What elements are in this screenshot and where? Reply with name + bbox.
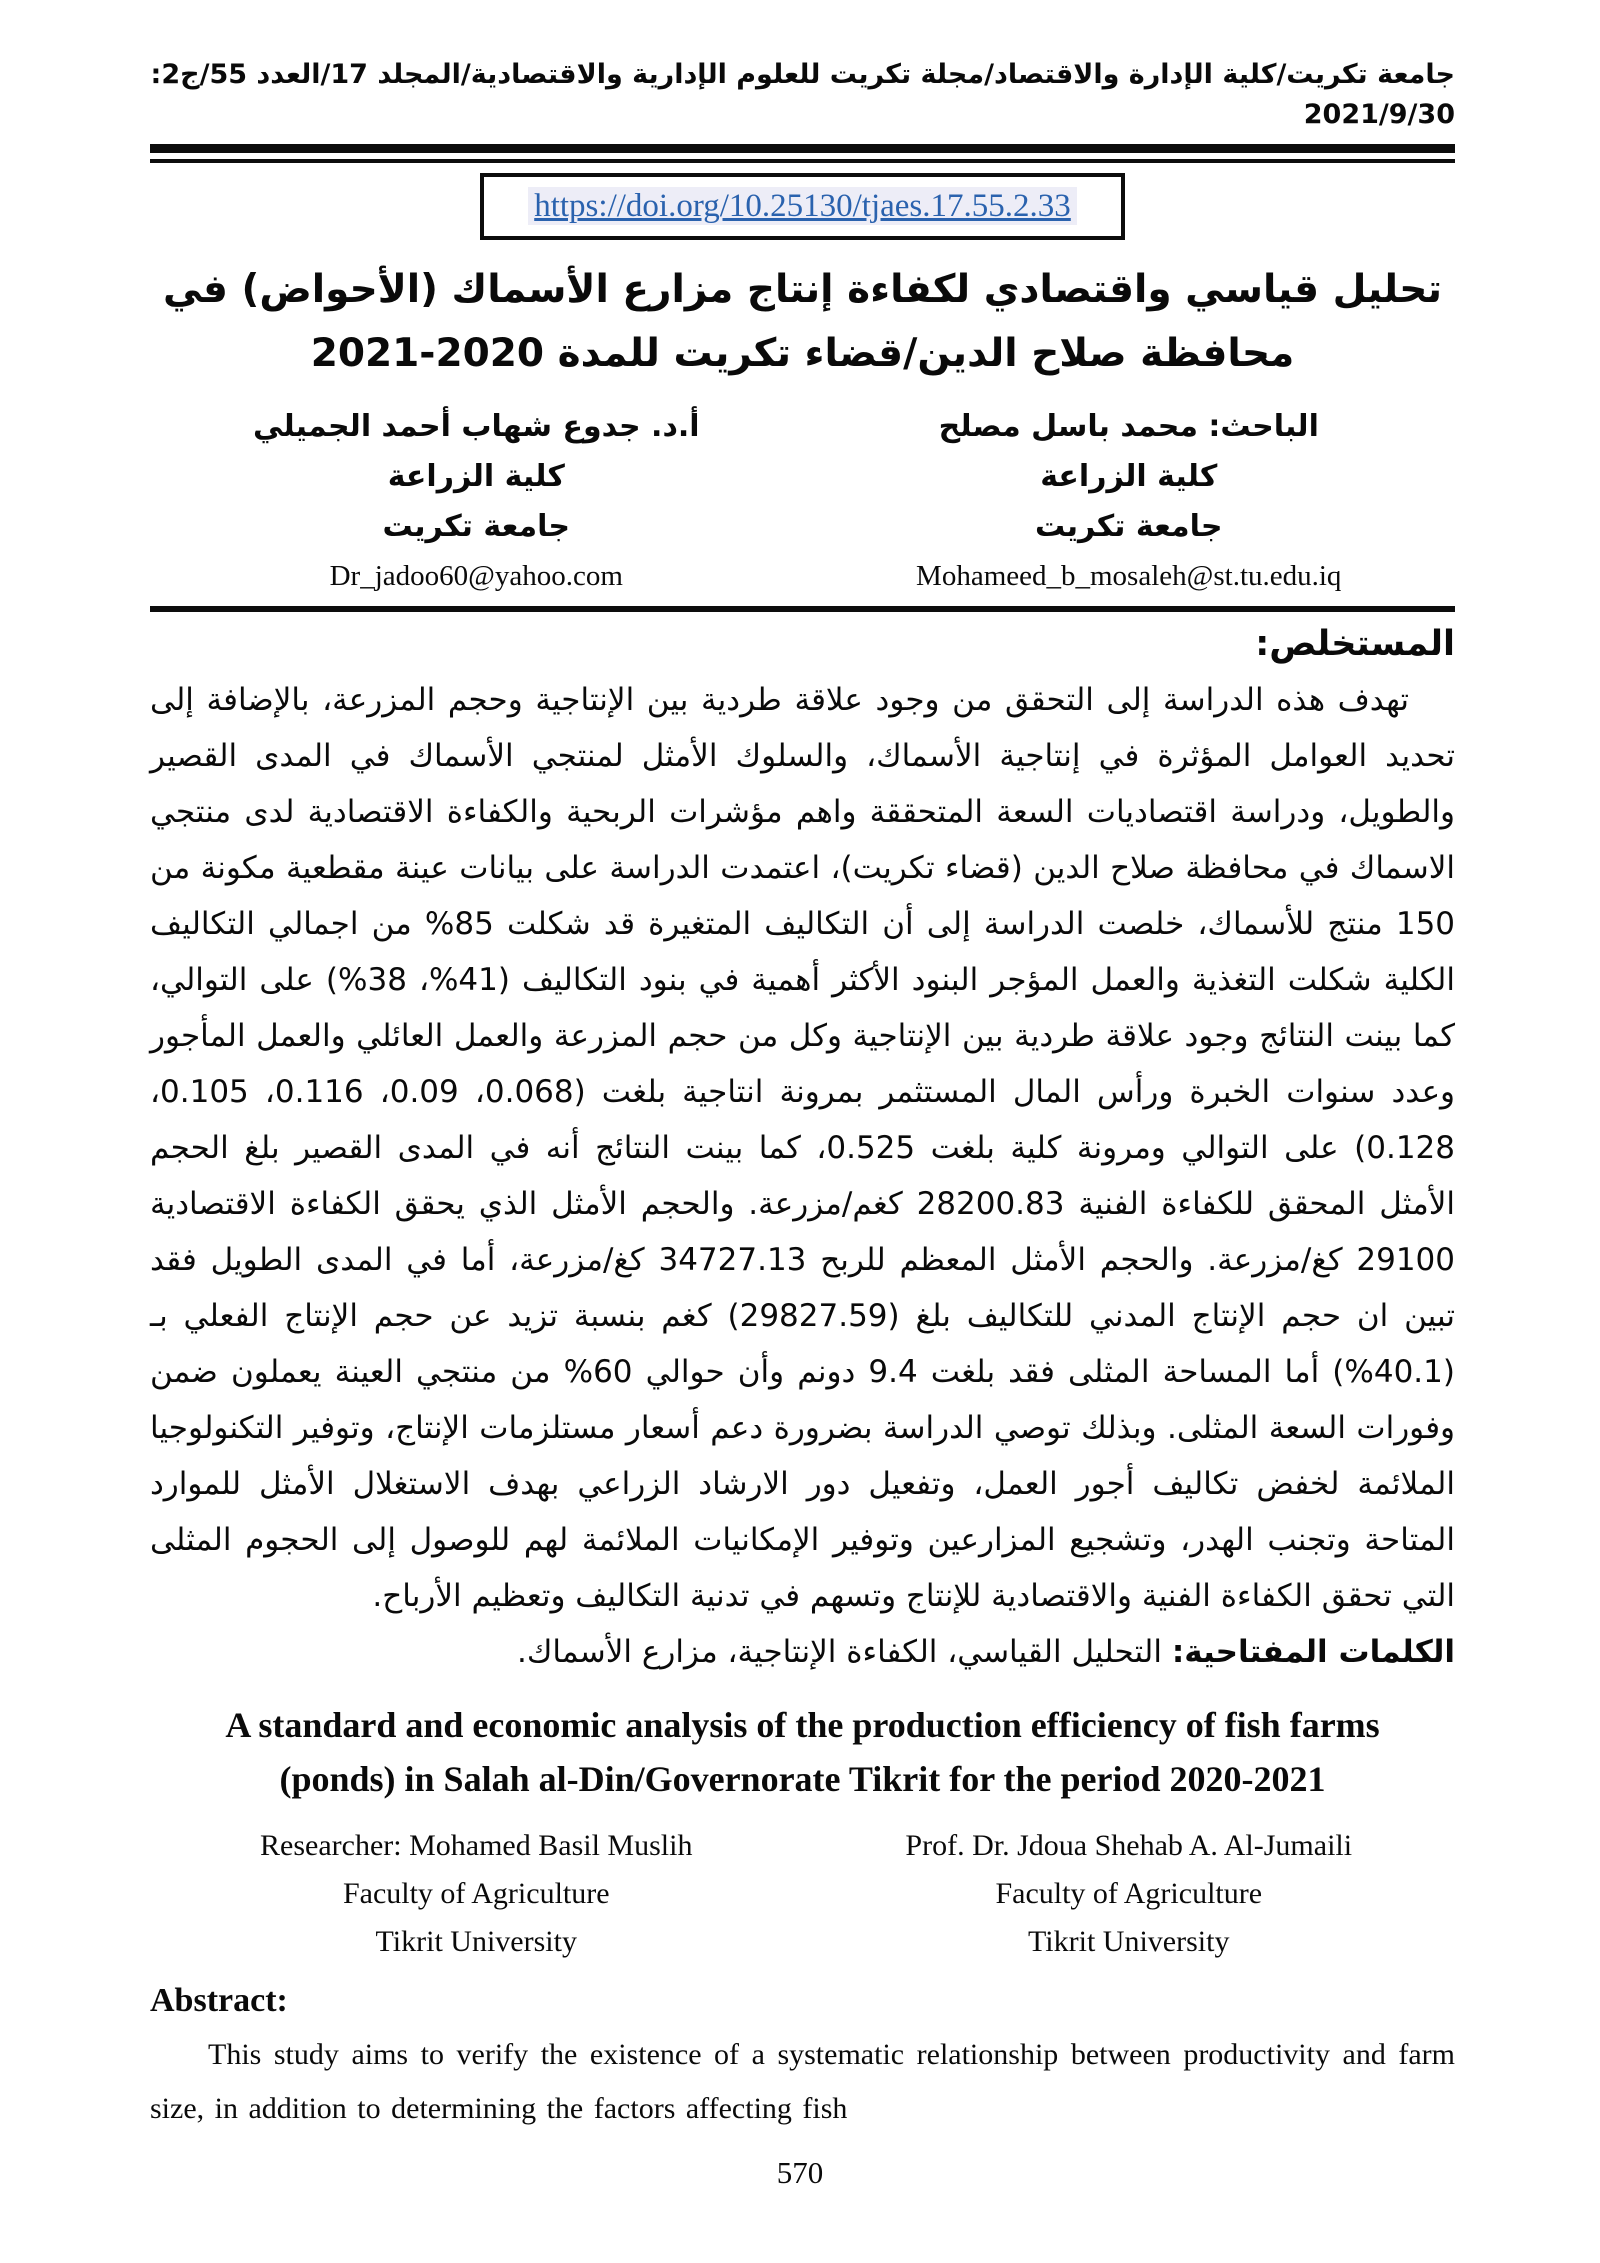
keywords-label: الكلمات المفتاحية: xyxy=(1171,1634,1455,1670)
arabic-abstract-section xyxy=(150,620,1455,1680)
supervisor-faculty-ar: كلية الزراعة xyxy=(387,459,565,494)
page-header xyxy=(150,55,1455,240)
header-divider xyxy=(150,144,1455,163)
researcher-name-ar: الباحث: محمد باسل مصلح xyxy=(938,409,1319,444)
researcher-university-ar: جامعة تكريت xyxy=(1035,509,1223,544)
researcher-university-en: Tikrit University xyxy=(375,1925,577,1958)
researcher-email: Mohameed_b_mosaleh@st.tu.edu.iq xyxy=(916,560,1342,592)
supervisor-faculty-en: Faculty of Agriculture xyxy=(995,1877,1263,1910)
doi-link[interactable]: https://doi.org/10.25130/tjaes.17.55.2.33 xyxy=(528,187,1077,225)
english-author-researcher xyxy=(150,1822,803,1966)
arabic-authors-block xyxy=(150,402,1455,552)
supervisor-university-ar: جامعة تكريت xyxy=(382,509,570,544)
researcher-faculty-ar: كلية الزراعة xyxy=(1040,459,1218,494)
english-title: A standard and economic analysis of the production efficiency of fish farms (ponds) in Salah al-Din/Governorate Tikrit for the period 2020-2021 xyxy=(225,1705,1380,1799)
keywords-text: التحليل القياسي، الكفاءة الإنتاجية، مزارع الأسماك. xyxy=(517,1634,1162,1670)
supervisor-email: Dr_jadoo60@yahoo.com xyxy=(329,560,623,592)
doi-box xyxy=(480,173,1125,240)
section-divider xyxy=(150,606,1455,612)
english-author-supervisor xyxy=(803,1822,1456,1966)
arabic-title: تحليل قياسي واقتصادي لكفاءة إنتاج مزارع الأسماك (الأحواض) في محافظة صلاح الدين/قضاء تكريت للمدة 2020-2021 xyxy=(162,267,1443,376)
english-abstract-label: Abstract xyxy=(150,1982,277,2019)
arabic-abstract-body: تهدف هذه الدراسة إلى التحقق من وجود علاقة طردية بين الإنتاجية وحجم المزرعة، بالإضافة إلى تحديد العوامل المؤثرة في إنتاجية الأسماك، والسلوك الأمثل لمنتجي الأسماك في المدى القصير والطويل، ودراسة اقتصاديات السعة المتحققة واهم مؤشرات الربحية والكفاءة الاقتصادية لدى منتجي الاسماك في محافظة صلاح الدين (قضاء تكريت)، اعتمدت الدراسة على بيانات عينة مقطعية مكونة من 150 منتج للأسماك، خلصت الدراسة إلى أن التكاليف المتغيرة قد شكلت 85% من اجمالي التكاليف الكلية شكلت التغذية والعمل المؤجر البنود الأكثر أهمية في بنود التكاليف (41%، 38%) على التوالي، كما بينت النتائج وجود علاقة طردية بين الإنتاجية وكل من حجم المزرعة والعمل العائلي والعمل المأجور وعدد سنوات الخبرة ورأس المال المستثمر بمرونة انتاجية بلغت (0.068، 0.09، 0.116، 0.105، 0.128) على التوالي ومرونة كلية بلغت 0.525، كما بينت النتائج أنه في المدى القصير بلغ الحجم الأمثل المحقق للكفاءة الفنية 28200.83 كغم/مزرعة. والحجم الأمثل الذي يحقق الكفاءة الاقتصادية 29100 كغ/مزرعة. والحجم الأمثل المعظم للربح 34727.13 كغ/مزرعة، أما في المدى الطويل فقد تبين ان حجم الإنتاج المدني للتكاليف بلغ (29827.59) كغم بنسبة تزيد عن حجم الإنتاج الفعلي بـ (40.1%) أما المساحة المثلى فقد بلغت 9.4 دونم وأن حوالي 60% من منتجي العينة يعملون ضمن وفورات السعة المثلى. وبذلك توصي الدراسة بضرورة دعم أسعار مستلزمات الإنتاج، وتوفير التكنولوجيا الملائمة لخفض تكاليف أجور العمل، وتفعيل دور الارشاد الزراعي بهدف الاستغلال الأمثل للموارد المتاحة وتجنب الهدر، وتشجيع المزارعين وتوفير الإمكانيات الملائمة لهم للوصول إلى الحجوم المثلى التي تحقق الكفاءة الفنية والاقتصادية للإنتاج وتسهم في تدنية التكاليف وتعظيم الأرباح. xyxy=(150,682,1456,1614)
english-authors-block xyxy=(150,1822,1455,1966)
arabic-author-supervisor xyxy=(150,402,803,552)
english-abstract-heading xyxy=(150,1976,1455,2026)
arabic-author-researcher xyxy=(803,402,1456,552)
english-abstract-colon: : xyxy=(276,1982,288,2019)
researcher-name-en: Researcher: Mohamed Basil Muslih xyxy=(260,1829,693,1862)
english-abstract-body: This study aims to verify the existence of a systematic relationship between productivity and farm size, in addition to determining the factors affecting fish xyxy=(150,2038,1455,2125)
researcher-faculty-en: Faculty of Agriculture xyxy=(342,1877,610,1910)
arabic-abstract-heading: المستخلص: xyxy=(1255,624,1455,664)
english-abstract-section xyxy=(150,1976,1455,2136)
page-number: 570 xyxy=(776,2155,824,2190)
supervisor-university-en: Tikrit University xyxy=(1028,1925,1230,1958)
emails-row xyxy=(150,554,1455,598)
keywords-line xyxy=(150,1624,1455,1680)
supervisor-name-en: Prof. Dr. Jdoua Shehab A. Al-Jumaili xyxy=(905,1829,1353,1862)
journal-header-line: جامعة تكريت/كلية الإدارة والاقتصاد/مجلة تكريت للعلوم الإدارية والاقتصادية/المجلد 17/العدد 55/ج2: 2021/9/30 xyxy=(150,59,1455,130)
supervisor-name-ar: أ.د. جدوع شهاب أحمد الجميلي xyxy=(252,409,700,444)
